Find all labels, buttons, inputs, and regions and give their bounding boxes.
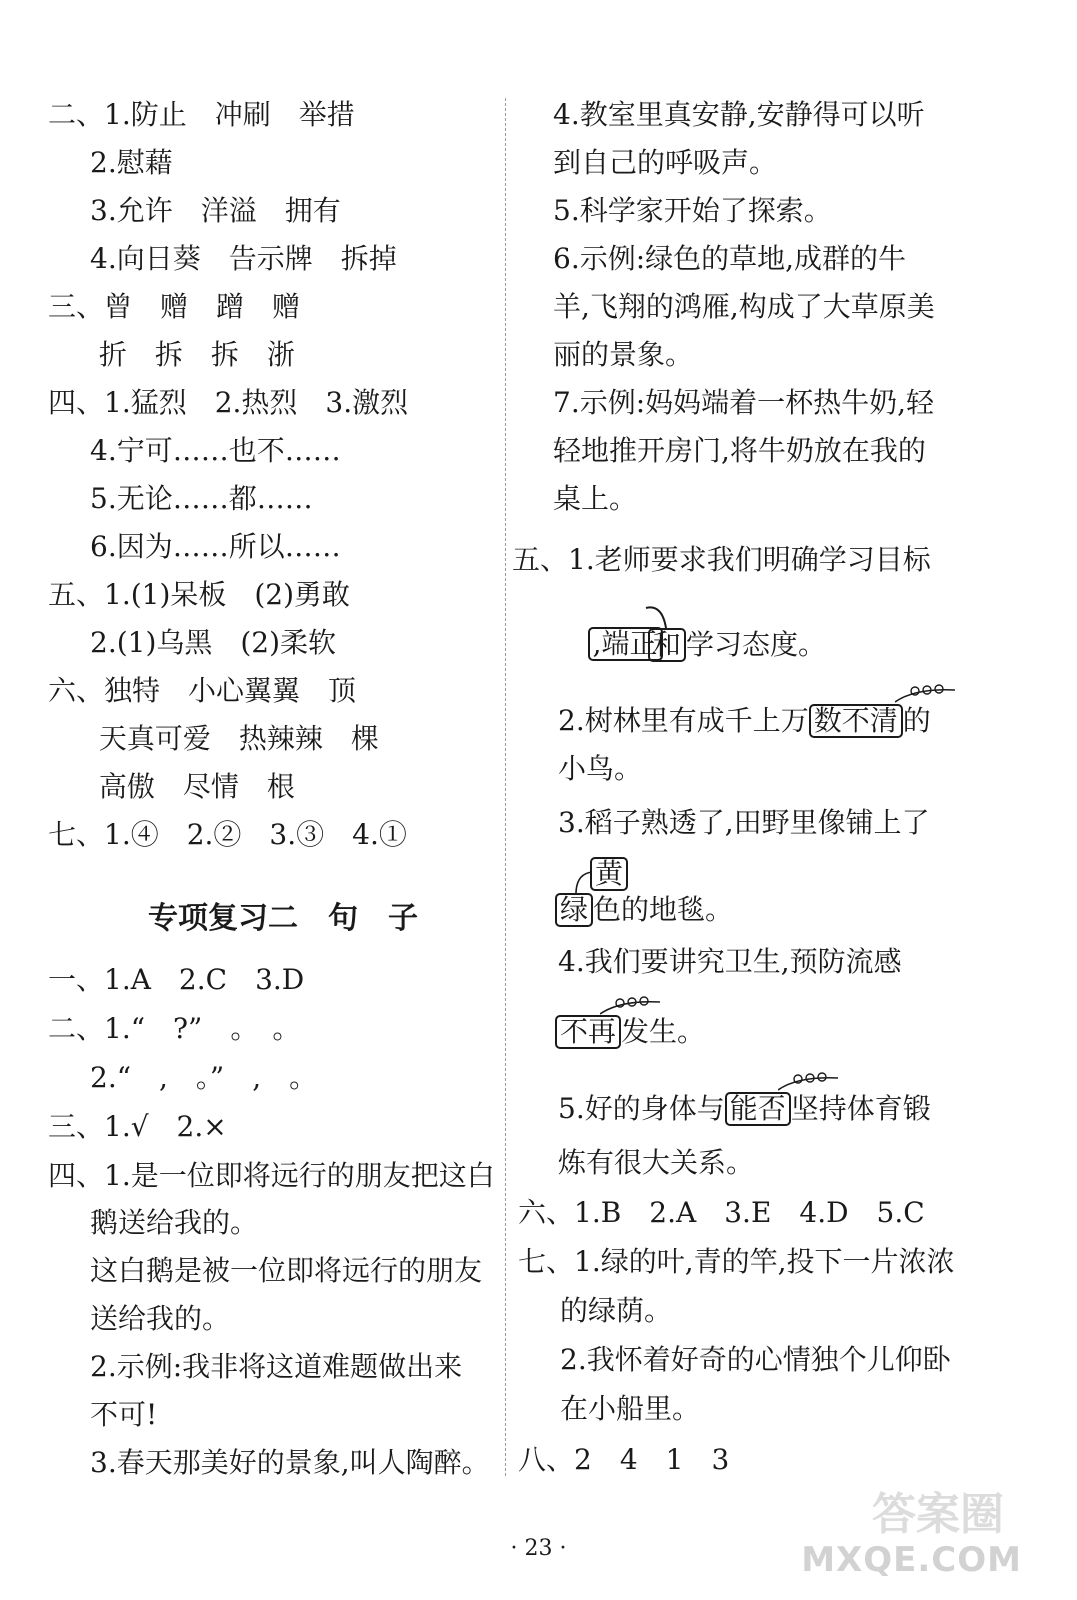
correction-box: ,端正 — [588, 627, 663, 661]
text: 坚持体育锻 — [790, 1092, 931, 1125]
answer-line: 2.“ , 。” , 。 — [62, 1061, 318, 1094]
answer-line: 在小船里。 — [532, 1392, 701, 1425]
correction-q5 — [558, 1092, 931, 1126]
answer-line: 不可! — [62, 1398, 158, 1431]
correction-box: 绿 — [555, 893, 593, 927]
answer-line: 送给我的。 — [62, 1302, 231, 1335]
answer-line: 八、2 4 1 3 — [518, 1443, 730, 1476]
correction-box: 不再 — [555, 1015, 621, 1049]
answer-line: 三、1.√ 2.× — [48, 1110, 227, 1143]
watermark-mark: 答案圈 — [872, 1489, 1004, 1540]
text: 5.好的身体与 — [558, 1092, 725, 1125]
answer-line: 7.示例:妈妈端着一杯热牛奶,轻 — [525, 386, 935, 419]
answer-line: 4.向日葵 告示牌 拆掉 — [62, 242, 397, 275]
text: 色的地毯。 — [593, 893, 734, 926]
answer-line: 3.春天那美好的景象,叫人陶醉。 — [62, 1446, 490, 1479]
correction-box: 数不清 — [809, 704, 903, 738]
watermark-text: MXQE.COM — [801, 1540, 1022, 1580]
answer-line: 3.允许 洋溢 拥有 — [62, 194, 341, 227]
answer-line: 这白鹅是被一位即将远行的朋友 — [62, 1254, 483, 1287]
answer-line: 6.因为……所以…… — [62, 530, 341, 563]
answer-line: 4.教室里真安静,安静得可以听 — [525, 98, 925, 131]
answer-line: 高傲 尽情 根 — [62, 770, 295, 803]
answer-line: 羊,飞翔的鸿雁,构成了大草原美 — [525, 290, 935, 323]
answer-line: 到自己的呼吸声。 — [525, 146, 778, 179]
answer-line: 一、1.A 2.C 3.D — [48, 963, 305, 996]
answer-line: 三、曾 赠 蹭 赠 — [48, 290, 301, 323]
correction-q3-top — [590, 857, 628, 891]
delete-mark-icon — [778, 1070, 840, 1092]
answer-line: 5.无论……都…… — [62, 482, 313, 515]
answer-line: 4.我们要讲究卫生,预防流感 — [558, 945, 902, 978]
correction-box: 能否 — [725, 1092, 791, 1126]
correction-q2 — [558, 704, 931, 738]
answer-line: 4.宁可……也不…… — [62, 434, 341, 467]
answer-line: 2.示例:我非将这道难题做出来 — [62, 1350, 463, 1383]
insert-mark-icon — [644, 598, 684, 638]
answer-line: 四、1.猛烈 2.热烈 3.激烈 — [48, 386, 409, 419]
answer-line: 二、1.“ ?” 。 。 — [48, 1012, 301, 1045]
correction-box: 和 — [648, 628, 686, 662]
answer-line: 丽的景象。 — [525, 338, 694, 371]
answer-line: 5.科学家开始了探索。 — [525, 194, 832, 227]
answer-line: 五、1.老师要求我们明确学习目标 — [512, 543, 931, 576]
answer-line: 五、1.(1)呆板 (2)勇敢 — [48, 578, 351, 611]
answer-line: 七、1.④ 2.② 3.③ 4.① — [48, 818, 407, 851]
answer-line: 天真可爱 热辣辣 棵 — [62, 722, 379, 755]
answer-line: 鹅送给我的。 — [62, 1206, 259, 1239]
answer-line: 七、1.绿的叶,青的竿,投下一片浓浓 — [518, 1245, 955, 1278]
correction-box: 黄 — [590, 857, 628, 891]
text: 的 — [902, 704, 931, 737]
answer-line: 桌上。 — [525, 482, 638, 515]
page-number: · 23 · — [510, 1536, 567, 1561]
answer-line: 六、1.B 2.A 3.E 4.D 5.C — [518, 1196, 925, 1229]
replace-mark-icon — [572, 868, 594, 896]
correction-q3 — [555, 893, 733, 927]
answer-line: 炼有很大关系。 — [558, 1146, 755, 1179]
answer-line: 6.示例:绿色的草地,成群的牛 — [525, 242, 907, 275]
answer-line: 2.(1)乌黑 (2)柔软 — [62, 626, 337, 659]
delete-mark-icon — [895, 682, 957, 704]
text: 学习态度。 — [686, 628, 827, 661]
section-title: 专项复习二 句 子 — [148, 901, 418, 936]
answer-line: 小鸟。 — [558, 752, 643, 785]
answer-line: 四、1.是一位即将远行的朋友把这白 — [48, 1159, 495, 1192]
correction-q4 — [555, 1015, 705, 1049]
answer-line: 2.我怀着好奇的心情独个儿仰卧 — [532, 1343, 951, 1376]
answer-line: 六、独特 小心翼翼 顶 — [48, 674, 357, 707]
text: 2.树林里有成千上万 — [558, 704, 809, 737]
answer-line: 3.稻子熟透了,田野里像铺上了 — [558, 806, 930, 839]
answer-line: 轻地推开房门,将牛奶放在我的 — [525, 434, 926, 467]
answer-line: 二、1.防止 冲刷 举措 — [48, 98, 355, 131]
answer-line: 2.慰藉 — [62, 146, 173, 179]
answer-line: 的绿荫。 — [532, 1294, 673, 1327]
column-divider — [505, 98, 506, 1476]
answer-line: 折 拆 拆 浙 — [62, 338, 295, 371]
text: 发生。 — [621, 1015, 706, 1048]
delete-mark-icon — [600, 994, 662, 1016]
watermark-logo — [801, 1478, 1052, 1588]
